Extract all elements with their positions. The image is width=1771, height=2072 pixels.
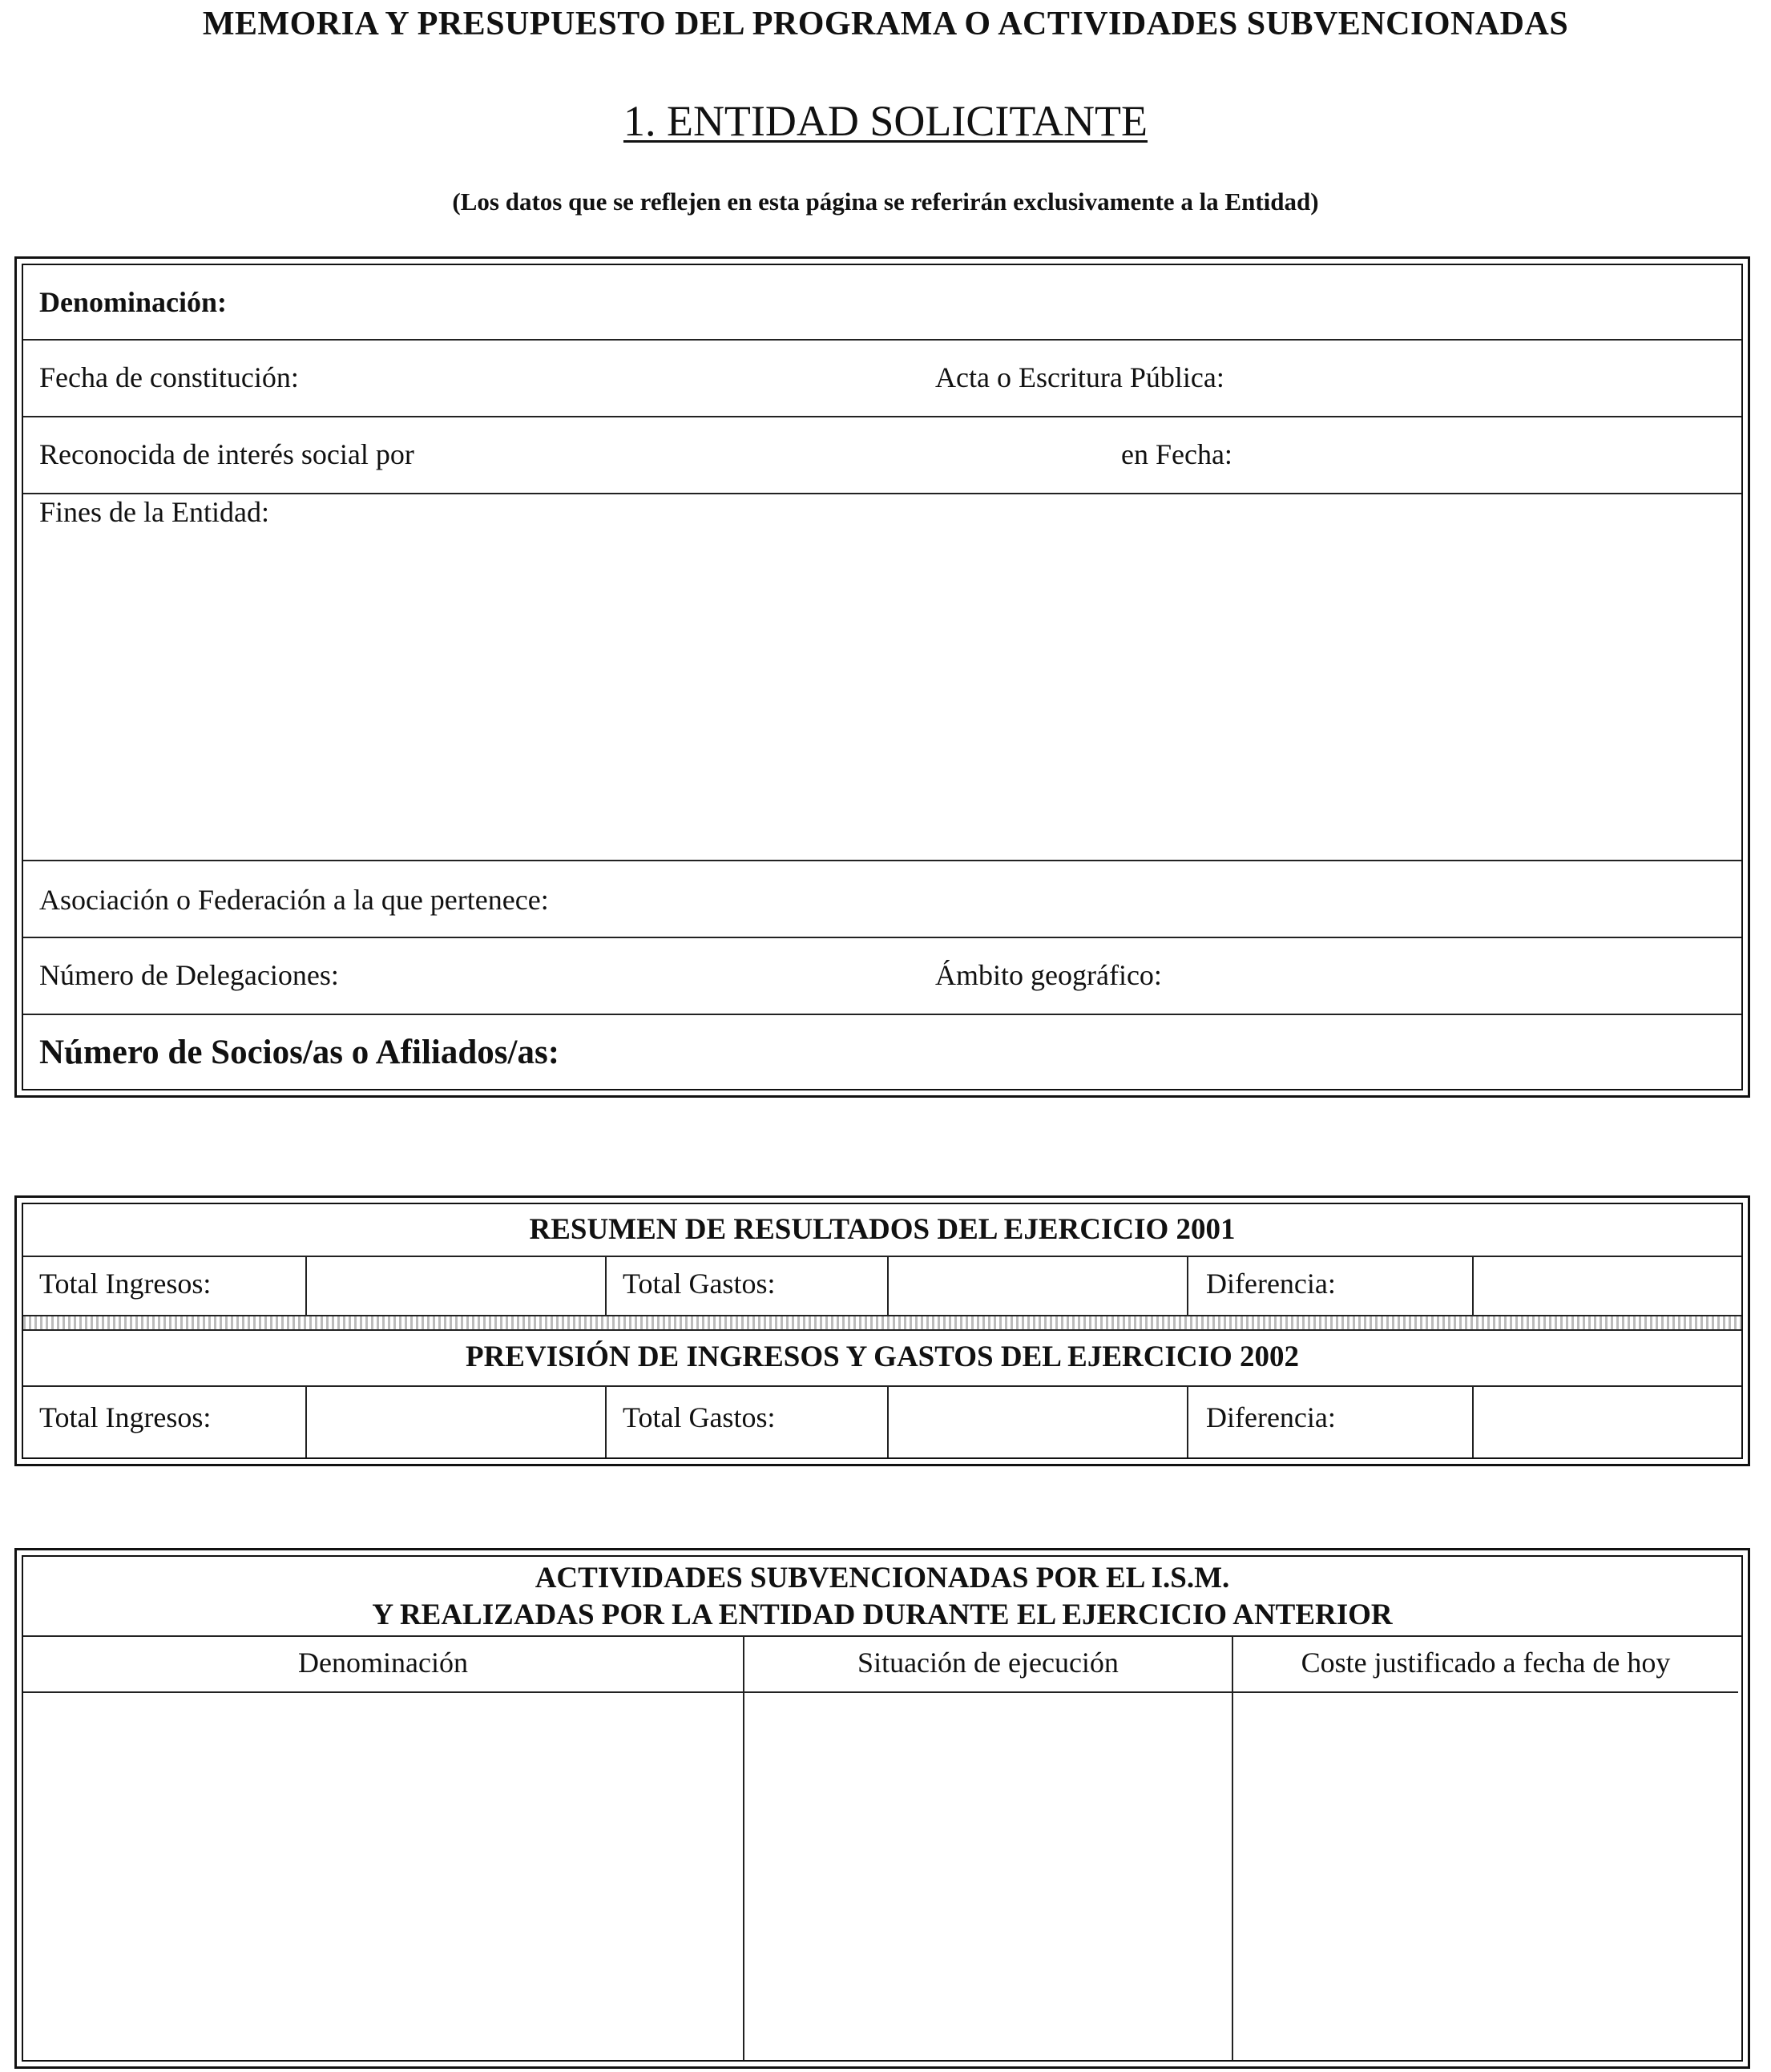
resumen-ingresos-field[interactable] <box>307 1257 607 1315</box>
prevision-title: PREVISIÓN DE INGRESOS Y GASTOS DEL EJERCICIO 2002 <box>23 1331 1741 1387</box>
label-num-socios: Número de Socios/as o Afiliados/as: <box>39 1034 560 1071</box>
label-fecha-constitucion: Fecha de constitución: <box>39 361 299 393</box>
page-note: (Los datos que se reflejen en esta página se referirán exclusivamente a la Entidad) <box>452 187 1319 216</box>
prevision-ingresos-field[interactable] <box>307 1387 607 1457</box>
label-asociacion: Asociación o Federación a la que pertenece: <box>39 884 549 916</box>
activities-box <box>14 1548 1750 2069</box>
col-header-situacion: Situación de ejecución <box>744 1637 1233 1693</box>
section-title-text: 1. ENTIDAD SOLICITANTE <box>623 97 1148 145</box>
col-body-situacion[interactable] <box>744 1693 1233 2060</box>
activities-title-line2: Y REALIZADAS POR LA ENTIDAD DURANTE EL EJERCICIO ANTERIOR <box>372 1598 1393 1631</box>
label-num-delegaciones: Número de Delegaciones: <box>39 959 339 991</box>
row-interes-social[interactable] <box>23 417 1741 494</box>
resumen-title: RESUMEN DE RESULTADOS DEL EJERCICIO 2001 <box>23 1204 1741 1257</box>
label-ambito: Ámbito geográfico: <box>935 959 1162 991</box>
label-acta-escritura: Acta o Escritura Pública: <box>935 361 1224 393</box>
col-header-denominacion: Denominación <box>23 1637 744 1693</box>
label-reconocida: Reconocida de interés social por <box>39 438 414 470</box>
section-title <box>0 95 1771 147</box>
results-box <box>14 1195 1750 1466</box>
resumen-gastos-label: Total Gastos: <box>607 1257 889 1315</box>
prevision-diferencia-field[interactable] <box>1474 1387 1738 1457</box>
row-fines[interactable] <box>23 494 1741 861</box>
col-body-denominacion[interactable] <box>23 1693 744 2060</box>
col-header-coste: Coste justificado a fecha de hoy <box>1233 1637 1738 1693</box>
prevision-gastos-field[interactable] <box>889 1387 1188 1457</box>
resumen-ingresos-label: Total Ingresos: <box>23 1257 307 1315</box>
resumen-diferencia-field[interactable] <box>1474 1257 1738 1315</box>
row-socios[interactable] <box>23 1015 1741 1092</box>
row-fecha-constitucion[interactable] <box>23 341 1741 417</box>
prevision-ingresos-label: Total Ingresos: <box>23 1387 307 1457</box>
activities-inner <box>22 1555 1743 2062</box>
prevision-gastos-label: Total Gastos: <box>607 1387 889 1457</box>
resumen-gastos-field[interactable] <box>889 1257 1188 1315</box>
activities-title-line1: ACTIVIDADES SUBVENCIONADAS POR EL I.S.M. <box>535 1562 1230 1594</box>
label-fines: Fines de la Entidad: <box>39 496 269 528</box>
col-body-coste[interactable] <box>1233 1693 1738 2060</box>
row-delegaciones[interactable] <box>23 938 1741 1015</box>
entity-form-box <box>14 256 1750 1098</box>
separator <box>23 1315 1741 1331</box>
activities-title <box>23 1557 1741 1637</box>
label-denominacion: Denominación: <box>39 286 227 318</box>
resumen-row <box>23 1257 1741 1315</box>
results-inner <box>22 1203 1743 1459</box>
prevision-diferencia-label: Diferencia: <box>1188 1387 1474 1457</box>
row-asociacion[interactable] <box>23 861 1741 938</box>
label-en-fecha: en Fecha: <box>1121 438 1232 470</box>
prevision-row <box>23 1387 1741 1457</box>
entity-form-inner <box>22 264 1743 1090</box>
row-denominacion[interactable] <box>23 265 1741 341</box>
document-title: MEMORIA Y PRESUPUESTO DEL PROGRAMA O ACTIVIDADES SUBVENCIONADAS <box>202 6 1569 42</box>
resumen-diferencia-label: Diferencia: <box>1188 1257 1474 1315</box>
